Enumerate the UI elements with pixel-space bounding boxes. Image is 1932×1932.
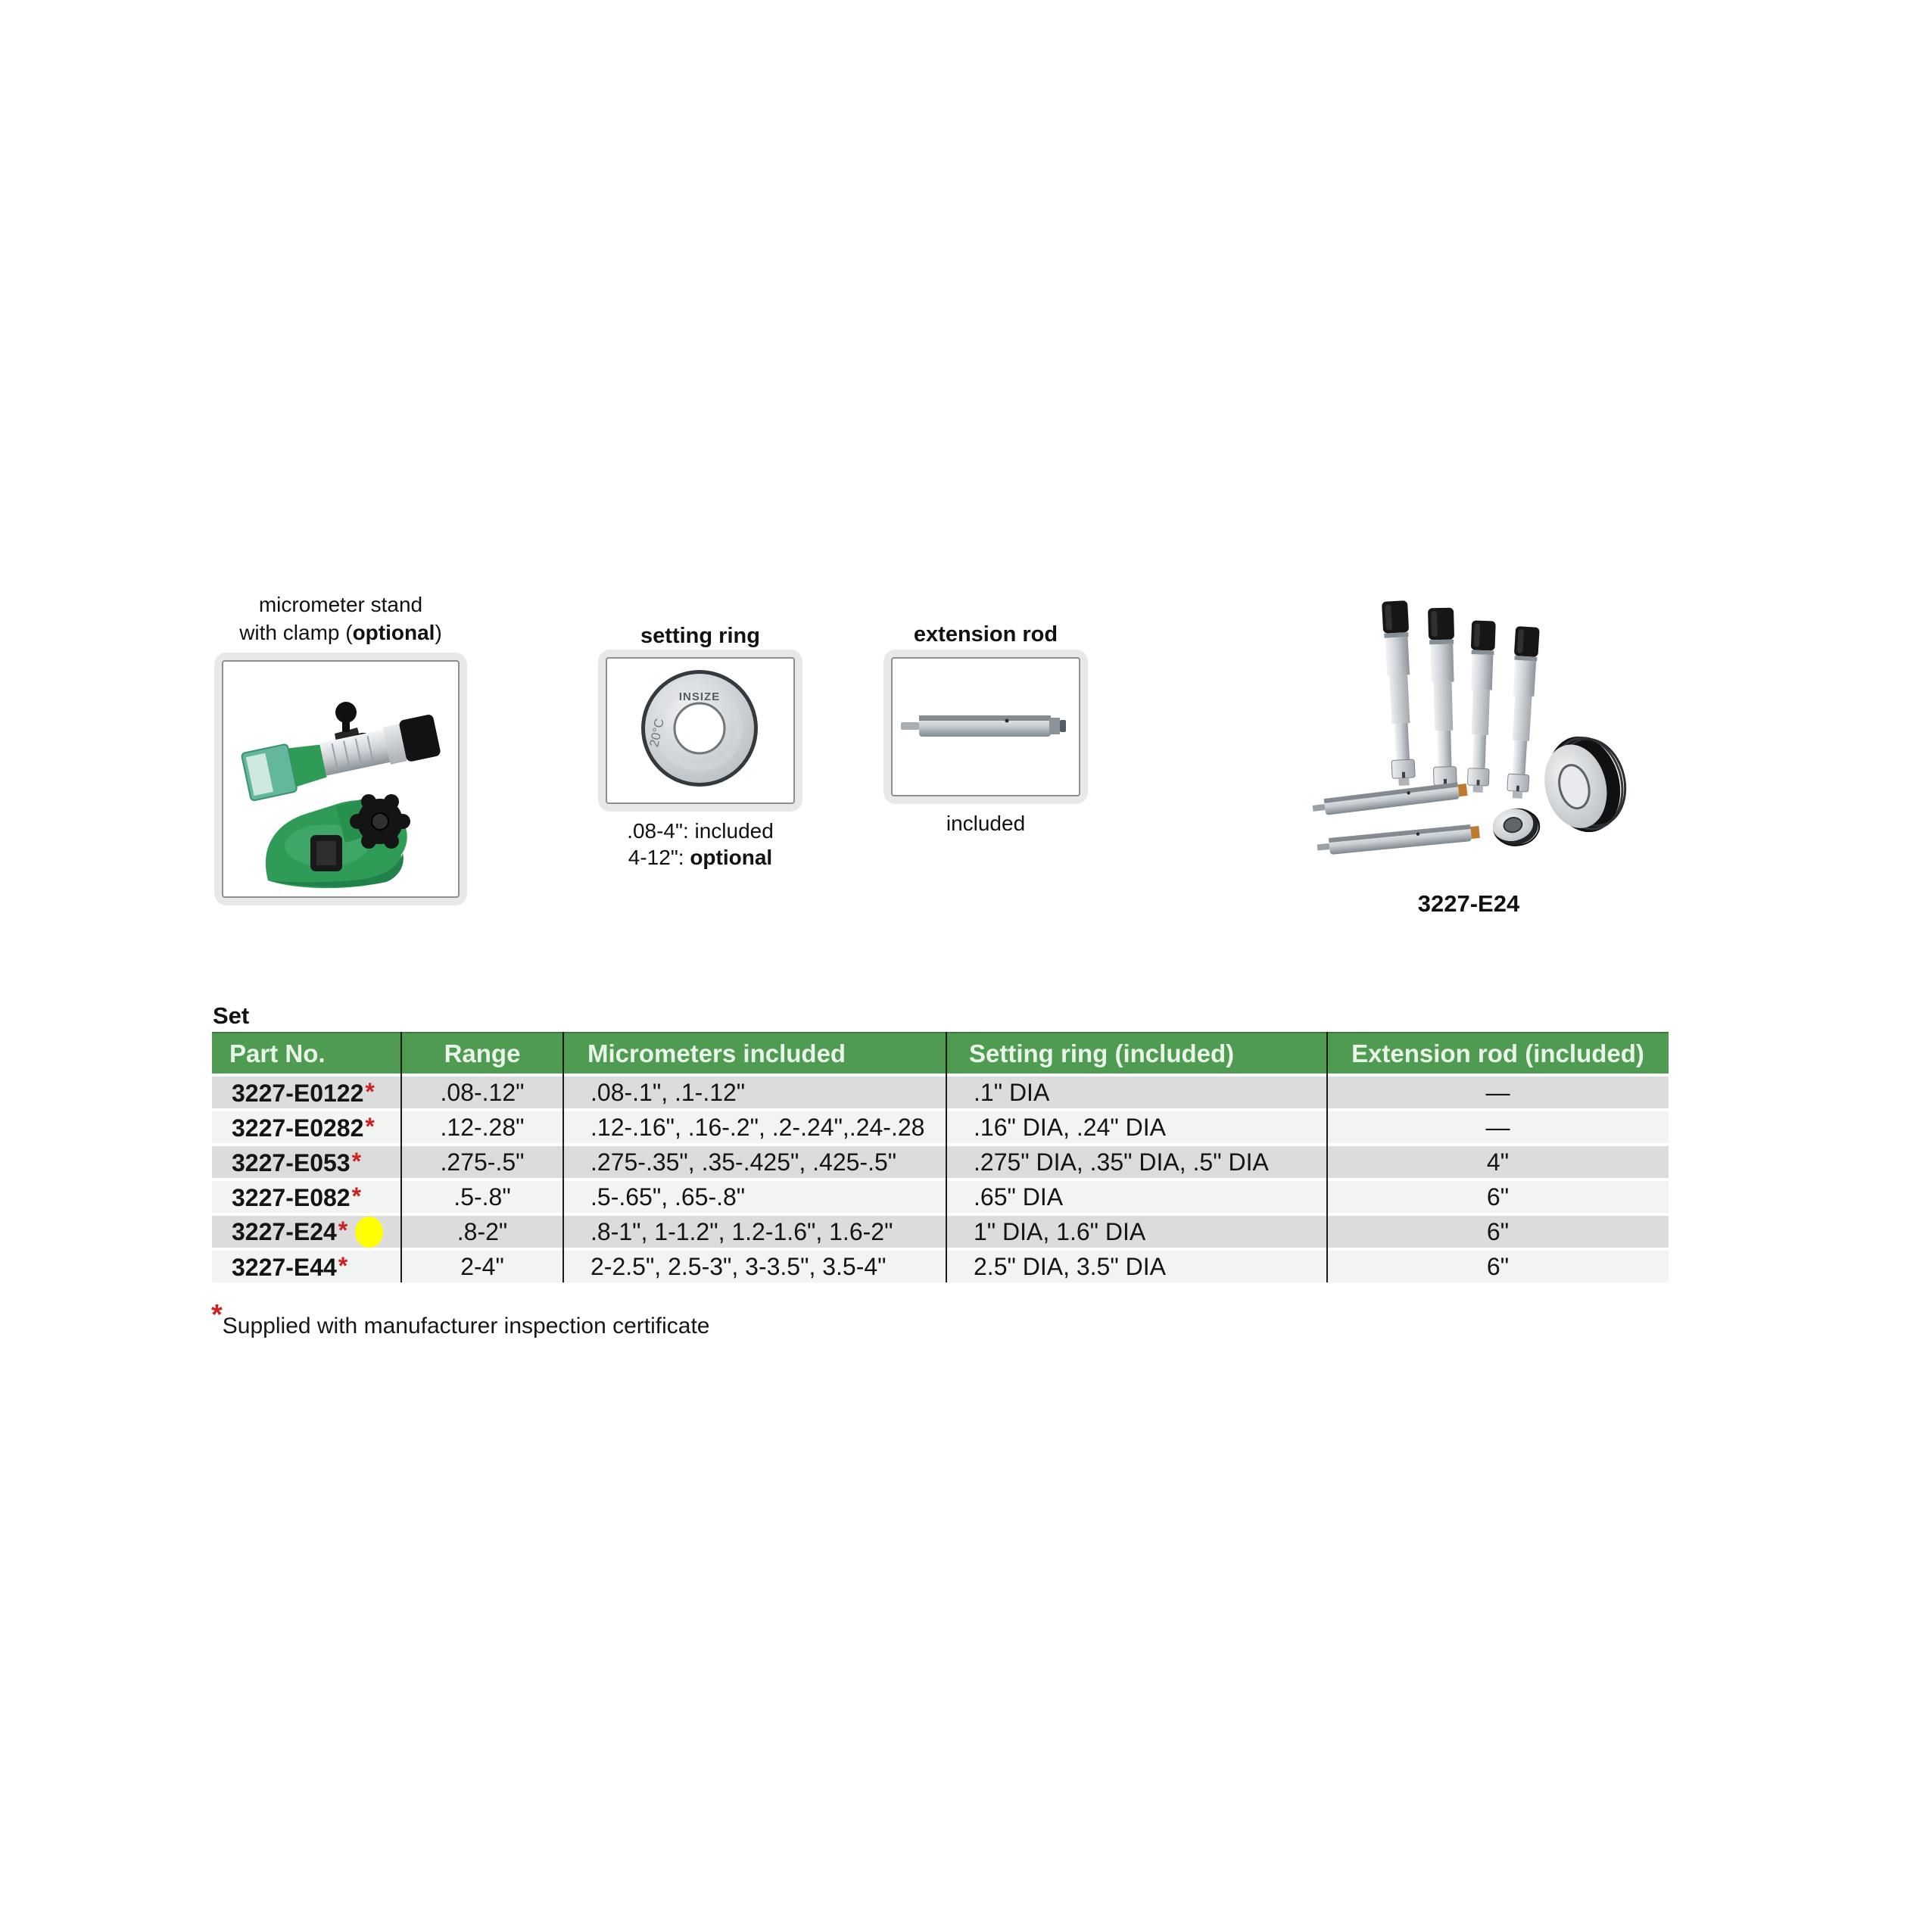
setting-ring-brand-mark: INSIZE (678, 690, 721, 703)
set-small-ring (1490, 804, 1543, 850)
cell-range: .08-.12" (401, 1074, 563, 1108)
setting-ring-illustration (608, 659, 791, 800)
extension-rod-photo (883, 650, 1088, 804)
cell-range: .8-2" (401, 1213, 563, 1248)
cell-part: 3227-E24* (212, 1213, 401, 1248)
micrometer-stand-photo (214, 653, 467, 905)
cell-rod: 6" (1327, 1213, 1669, 1248)
cell-part: 3227-E0282* (212, 1108, 401, 1143)
table-row (212, 1178, 1669, 1213)
set-spec-table (212, 1032, 1669, 1282)
footnote-asterisk: * (211, 1299, 223, 1331)
table-row (212, 1248, 1669, 1282)
cell-micrometers: .08-.1", .1-.12" (563, 1074, 946, 1108)
cell-ring: .275" DIA, .35" DIA, .5" DIA (946, 1143, 1327, 1178)
cell-part: 3227-E082* (212, 1178, 401, 1213)
stand-caption-line2: with clamp (optional) (239, 621, 442, 644)
col-range: Range (401, 1032, 563, 1074)
setting-ring-temp-mark: 20°C (647, 717, 667, 749)
set-photo-3227-e24 (1310, 583, 1779, 901)
cell-rod: 6" (1327, 1248, 1669, 1282)
cell-micrometers: .275-.35", .35-.425", .425-.5" (563, 1143, 946, 1178)
setting-ring-note: .08-4": included 4-12": optional (627, 819, 774, 869)
column-divider (946, 1032, 947, 1282)
cell-micrometers: .12-.16", .16-.2", .2-.24",.24-.28 (563, 1108, 946, 1143)
set-micrometers (1382, 600, 1540, 799)
extension-rod-note: included (946, 812, 1026, 835)
table-row (212, 1143, 1669, 1178)
cell-part: 3227-E053* (212, 1143, 401, 1178)
footnote-text: Supplied with manufacturer inspection certificate (222, 1313, 710, 1338)
cell-ring: .65" DIA (946, 1178, 1327, 1213)
setting-ring-photo (598, 650, 802, 812)
cell-ring: .16" DIA, .24" DIA (946, 1108, 1327, 1143)
cell-range: .12-.28" (401, 1108, 563, 1143)
set-extension-rod-2 (1317, 824, 1480, 856)
micrometer-stand-illustration (224, 662, 456, 894)
set-section-title: Set (213, 1002, 250, 1029)
col-micrometers: Micrometers included (563, 1032, 946, 1074)
cell-part: 3227-E0122* (212, 1074, 401, 1108)
cell-range: .275-.5" (401, 1143, 563, 1178)
table-header-row (212, 1032, 1669, 1074)
table-row (212, 1074, 1669, 1108)
cell-rod: — (1327, 1108, 1669, 1143)
set-extension-rod-1 (1312, 781, 1468, 817)
col-setting-ring: Setting ring (included) (946, 1032, 1327, 1074)
column-divider (562, 1032, 564, 1282)
cell-micrometers: 2-2.5", 2.5-3", 3-3.5", 3.5-4" (563, 1248, 946, 1282)
set-large-ring (1535, 728, 1635, 841)
cell-ring: 1" DIA, 1.6" DIA (946, 1213, 1327, 1248)
stand-caption-line1: micrometer stand (258, 593, 423, 616)
column-divider (400, 1032, 402, 1282)
stand-micrometer (242, 713, 443, 801)
set-photo-caption: 3227-E24 (1417, 890, 1520, 917)
setting-ring-title: setting ring (640, 624, 760, 648)
footnote (211, 1299, 709, 1339)
cell-rod: — (1327, 1074, 1669, 1108)
cell-part: 3227-E44* (212, 1248, 401, 1282)
column-divider (1326, 1032, 1328, 1282)
cell-micrometers: .8-1", 1-1.2", 1.2-1.6", 1.6-2" (563, 1213, 946, 1248)
highlight-dot (355, 1217, 383, 1248)
cell-micrometers: .5-.65", .65-.8" (563, 1178, 946, 1213)
extension-rod-title: extension rod (913, 622, 1058, 647)
cell-range: 2-4" (401, 1248, 563, 1282)
table-row (212, 1108, 1669, 1143)
cell-rod: 6" (1327, 1178, 1669, 1213)
col-part-no: Part No. (212, 1032, 401, 1074)
extension-rod-illustration (893, 659, 1077, 793)
stand-caption (174, 591, 507, 647)
cell-rod: 4" (1327, 1143, 1669, 1178)
col-extension-rod: Extension rod (included) (1327, 1032, 1669, 1074)
cell-ring: .1" DIA (946, 1074, 1327, 1108)
table-row-highlighted (212, 1213, 1669, 1248)
cell-range: .5-.8" (401, 1178, 563, 1213)
cell-ring: 2.5" DIA, 3.5" DIA (946, 1248, 1327, 1282)
